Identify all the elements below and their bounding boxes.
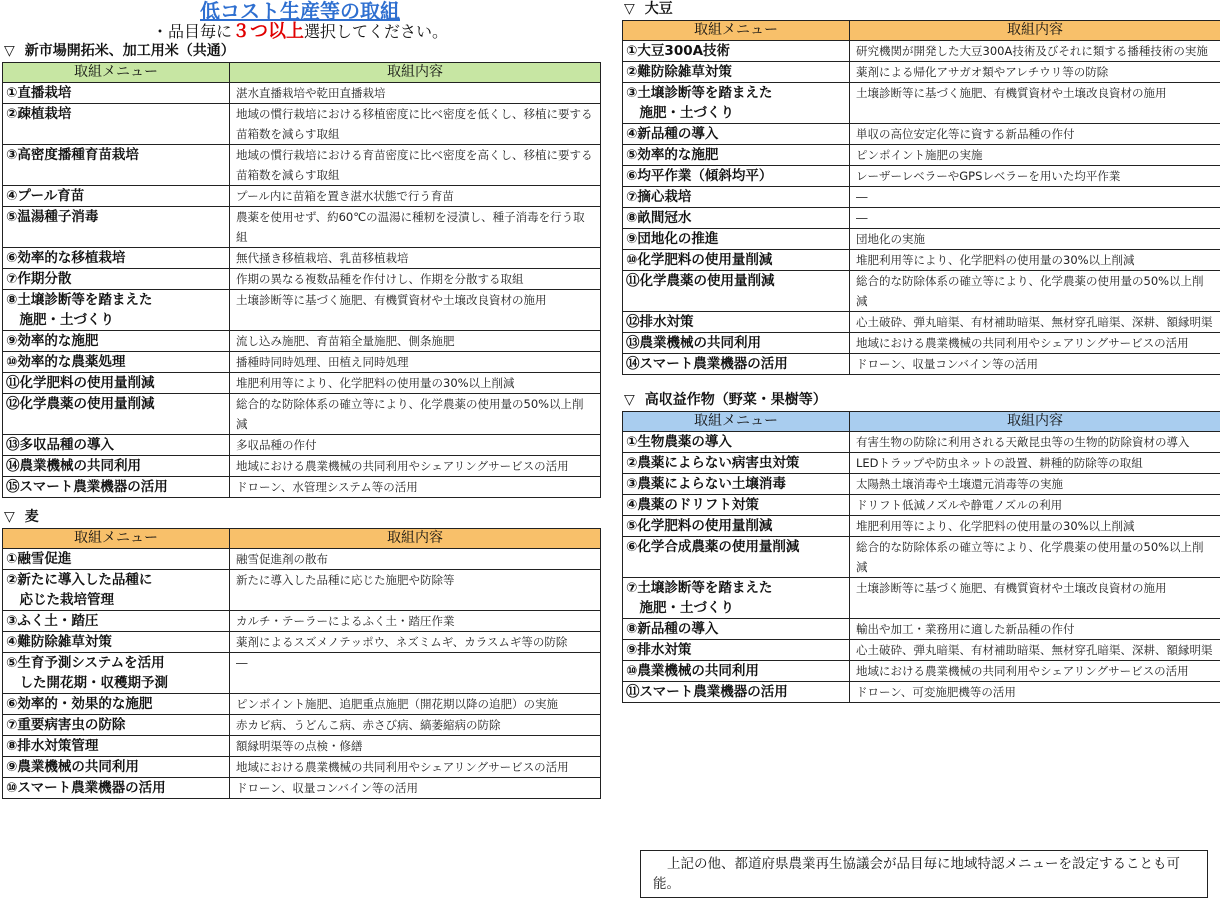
table-row [623, 312, 1220, 333]
menu-header: 取組メニュー [623, 412, 850, 432]
menu-cell: ⑧土壌診断等を踏まえた 施肥・土づくり [3, 290, 230, 331]
table-row [623, 537, 1220, 578]
table-row [623, 41, 1220, 62]
menu-cell: ⑦摘心栽培 [623, 187, 850, 208]
content-cell: 土壌診断等に基づく施肥、有機質資材や土壌改良資材の施用 [850, 578, 1220, 619]
table-row [623, 640, 1220, 661]
section-title-wheat [2, 508, 598, 528]
table-row [623, 354, 1220, 375]
menu-cell: ②疎植栽培 [3, 104, 230, 145]
menu-cell: ⑥均平作業（傾斜均平） [623, 166, 850, 187]
table-row [3, 269, 601, 290]
menu-cell: ⑤生育予測システムを活用 した開花期・収穫期予測 [3, 653, 230, 694]
content-cell: 多収品種の作付 [230, 435, 601, 456]
table-row [623, 516, 1220, 537]
note-text: 上記の他、都道府県農業再生協議会が品目毎に地域特認メニューを設定することも可能。 [653, 856, 1180, 892]
content-header: 取組内容 [850, 412, 1220, 432]
table-header-row [3, 529, 601, 549]
menu-cell: ⑥効率的・効果的な施肥 [3, 694, 230, 715]
table-header-row [623, 21, 1220, 41]
table-row [3, 653, 601, 694]
section-title-text: 新市場開拓米、加工用米（共通） [24, 43, 235, 59]
table-row [623, 495, 1220, 516]
menu-cell: ①融雪促進 [3, 549, 230, 570]
table-row [3, 570, 601, 611]
content-cell: ドローン、収量コンバイン等の活用 [230, 778, 601, 799]
content-cell: 土壌診断等に基づく施肥、有機質資材や土壌改良資材の施用 [230, 290, 601, 331]
menu-cell: ⑨効率的な施肥 [3, 331, 230, 352]
content-header: 取組内容 [850, 21, 1220, 41]
content-header: 取組内容 [230, 63, 601, 83]
content-cell: 団地化の実施 [850, 229, 1220, 250]
instruction-suffix: 選択してください。 [304, 22, 449, 41]
triangle-icon: ▽ [4, 509, 15, 525]
menu-cell: ⑧畝間冠水 [623, 208, 850, 229]
table-row [623, 124, 1220, 145]
menu-cell: ③農薬によらない土壌消毒 [623, 474, 850, 495]
menu-cell: ⑨団地化の推進 [623, 229, 850, 250]
menu-cell: ③高密度播種育苗栽培 [3, 145, 230, 186]
menu-cell: ⑮スマート農業機器の活用 [3, 477, 230, 498]
table-row [3, 632, 601, 653]
section-title-soy [622, 0, 1218, 20]
menu-cell: ⑫化学農薬の使用量削減 [3, 394, 230, 435]
menu-cell: ④農薬のドリフト対策 [623, 495, 850, 516]
menu-cell: ⑭スマート農業機器の活用 [623, 354, 850, 375]
triangle-icon: ▽ [624, 1, 635, 17]
table-row [3, 207, 601, 248]
menu-header: 取組メニュー [623, 21, 850, 41]
table-row [623, 208, 1220, 229]
content-cell: 単収の高位安定化等に資する新品種の作付 [850, 124, 1220, 145]
table-row [623, 271, 1220, 312]
menu-cell: ⑧新品種の導入 [623, 619, 850, 640]
table-row [3, 186, 601, 207]
menu-cell: ②新たに導入した品種に 応じた栽培管理 [3, 570, 230, 611]
menu-cell: ⑫排水対策 [623, 312, 850, 333]
content-cell: ― [850, 187, 1220, 208]
table-row [623, 432, 1220, 453]
table-row [3, 104, 601, 145]
content-cell: 総合的な防除体系の確立等により、化学農薬の使用量の50%以上削減 [230, 394, 601, 435]
section-title-text: 麦 [24, 509, 39, 525]
triangle-icon: ▽ [624, 392, 635, 408]
menu-header: 取組メニュー [3, 529, 230, 549]
menu-cell: ①大豆300A技術 [623, 41, 850, 62]
table-row [623, 83, 1220, 124]
menu-cell: ⑩農業機械の共同利用 [623, 661, 850, 682]
table-row [3, 757, 601, 778]
table-row [3, 331, 601, 352]
menu-cell: ②難防除雑草対策 [623, 62, 850, 83]
content-cell: 農薬を使用せず、約60℃の温湯に種籾を浸漬し、種子消毒を行う取組 [230, 207, 601, 248]
content-cell: 薬剤によるスズメノテッポウ、ネズミムギ、カラスムギ等の防除 [230, 632, 601, 653]
content-cell: 土壌診断等に基づく施肥、有機質資材や土壌改良資材の施用 [850, 83, 1220, 124]
menu-cell: ①生物農薬の導入 [623, 432, 850, 453]
section-title-text: 高収益作物（野菜・果樹等） [644, 392, 827, 408]
menu-cell: ④プール育苗 [3, 186, 230, 207]
content-cell: 輸出や加工・業務用に適した新品種の作付 [850, 619, 1220, 640]
menu-cell: ⑬多収品種の導入 [3, 435, 230, 456]
horti-table [622, 411, 1220, 703]
content-cell: 総合的な防除体系の確立等により、化学農薬の使用量の50%以上削減 [850, 271, 1220, 312]
table-row [623, 333, 1220, 354]
menu-cell: ⑤化学肥料の使用量削減 [623, 516, 850, 537]
table-row [623, 453, 1220, 474]
menu-cell: ⑧排水対策管理 [3, 736, 230, 757]
menu-cell: ⑬農業機械の共同利用 [623, 333, 850, 354]
table-row [623, 250, 1220, 271]
content-cell: LEDトラップや防虫ネットの設置、耕種的防除等の取組 [850, 453, 1220, 474]
content-cell: 地域の慣行栽培における移植密度に比べ密度を低くし、移植に要する苗箱数を減らす取組 [230, 104, 601, 145]
table-row [3, 248, 601, 269]
menu-cell: ⑤温湯種子消毒 [3, 207, 230, 248]
menu-cell: ⑦作期分散 [3, 269, 230, 290]
table-row [3, 145, 601, 186]
content-cell: カルチ・テーラーによるふく土・踏圧作業 [230, 611, 601, 632]
content-cell: 研究機関が開発した大豆300A技術及びそれに類する播種技術の実施 [850, 41, 1220, 62]
table-row [623, 187, 1220, 208]
table-row [3, 352, 601, 373]
content-cell: 新たに導入した品種に応じた施肥や防除等 [230, 570, 601, 611]
content-cell: プール内に苗箱を置き湛水状態で行う育苗 [230, 186, 601, 207]
menu-cell: ⑥化学合成農薬の使用量削減 [623, 537, 850, 578]
content-cell: 作期の異なる複数品種を作付けし、作期を分散する取組 [230, 269, 601, 290]
content-cell: 地域における農業機械の共同利用やシェアリングサービスの活用 [850, 661, 1220, 682]
content-header: 取組内容 [230, 529, 601, 549]
content-cell: レーザーレベラーやGPSレベラーを用いた均平作業 [850, 166, 1220, 187]
section-title-rice [2, 42, 598, 62]
menu-cell: ③ふく土・踏圧 [3, 611, 230, 632]
content-cell: 地域の慣行栽培における育苗密度に比べ密度を高くし、移植に要する苗箱数を減らす取組 [230, 145, 601, 186]
table-row [623, 145, 1220, 166]
content-cell: ― [230, 653, 601, 694]
content-cell: 地域における農業機械の共同利用やシェアリングサービスの活用 [850, 333, 1220, 354]
content-cell: 有害生物の防除に利用される天敵昆虫等の生物的防除資材の導入 [850, 432, 1220, 453]
wheat-table [2, 528, 601, 799]
table-row [3, 549, 601, 570]
menu-cell: ⑨排水対策 [623, 640, 850, 661]
instruction-prefix: ・品目毎に [151, 22, 232, 41]
table-row [3, 477, 601, 498]
content-cell: 堆肥利用等により、化学肥料の使用量の30%以上削減 [850, 250, 1220, 271]
table-row [623, 474, 1220, 495]
content-cell: ドリフト低減ノズルや静電ノズルの利用 [850, 495, 1220, 516]
menu-cell: ⑭農業機械の共同利用 [3, 456, 230, 477]
menu-cell: ⑩スマート農業機器の活用 [3, 778, 230, 799]
table-row [623, 619, 1220, 640]
content-cell: 流し込み施肥、育苗箱全量施肥、側条施肥 [230, 331, 601, 352]
table-row [623, 62, 1220, 83]
menu-cell: ⑨農業機械の共同利用 [3, 757, 230, 778]
content-cell: ドローン、収量コンバイン等の活用 [850, 354, 1220, 375]
content-cell: 太陽熱土壌消毒や土壌還元消毒等の実施 [850, 474, 1220, 495]
menu-cell: ④新品種の導入 [623, 124, 850, 145]
content-cell: 播種時同時処理、田植え同時処理 [230, 352, 601, 373]
menu-cell: ④難防除雑草対策 [3, 632, 230, 653]
menu-cell: ⑦土壌診断等を踏まえた 施肥・土づくり [623, 578, 850, 619]
content-cell: 心土破砕、弾丸暗渠、有材補助暗渠、無材穿孔暗渠、深耕、額縁明渠 [850, 640, 1220, 661]
section-title-text: 大豆 [644, 1, 673, 17]
content-cell: ドローン、水管理システム等の活用 [230, 477, 601, 498]
content-cell: 堆肥利用等により、化学肥料の使用量の30%以上削減 [850, 516, 1220, 537]
content-cell: 赤カビ病、うどんこ病、赤さび病、縞萎縮病の防除 [230, 715, 601, 736]
content-cell: ドローン、可変施肥機等の活用 [850, 682, 1220, 703]
content-cell: 総合的な防除体系の確立等により、化学農薬の使用量の50%以上削減 [850, 537, 1220, 578]
menu-cell: ⑦重要病害虫の防除 [3, 715, 230, 736]
table-row [623, 229, 1220, 250]
table-header-row [623, 412, 1220, 432]
content-cell: ピンポイント施肥の実施 [850, 145, 1220, 166]
content-cell: 心土破砕、弾丸暗渠、有材補助暗渠、無材穿孔暗渠、深耕、額縁明渠 [850, 312, 1220, 333]
triangle-icon: ▽ [4, 43, 15, 59]
menu-cell: ⑩効率的な農薬処理 [3, 352, 230, 373]
table-header-row [3, 63, 601, 83]
content-cell: ピンポイント施肥、追肥重点施肥（開花期以降の追肥）の実施 [230, 694, 601, 715]
menu-cell: ⑤効率的な施肥 [623, 145, 850, 166]
table-row [3, 394, 601, 435]
menu-cell: ③土壌診断等を踏まえた 施肥・土づくり [623, 83, 850, 124]
table-row [623, 682, 1220, 703]
table-row [3, 736, 601, 757]
menu-cell: ⑪スマート農業機器の活用 [623, 682, 850, 703]
section-title-horti [622, 391, 1218, 411]
table-row [3, 456, 601, 477]
menu-cell: ⑩化学肥料の使用量削減 [623, 250, 850, 271]
table-row [3, 435, 601, 456]
table-row [623, 661, 1220, 682]
soy-table [622, 20, 1220, 375]
right-column [622, 0, 1218, 703]
content-cell: 額縁明渠等の点検・修繕 [230, 736, 601, 757]
menu-cell: ⑪化学農薬の使用量削減 [623, 271, 850, 312]
content-cell: ― [850, 208, 1220, 229]
instruction [2, 22, 598, 42]
menu-cell: ②農薬によらない病害虫対策 [623, 453, 850, 474]
page-title: 低コスト生産等の取組 [200, 0, 400, 23]
table-row [3, 290, 601, 331]
rice-table [2, 62, 601, 498]
content-cell: 堆肥利用等により、化学肥料の使用量の30%以上削減 [230, 373, 601, 394]
left-column [2, 0, 598, 799]
content-cell: 無代掻き移植栽培、乳苗移植栽培 [230, 248, 601, 269]
table-row [3, 373, 601, 394]
content-cell: 地域における農業機械の共同利用やシェアリングサービスの活用 [230, 757, 601, 778]
content-cell: 湛水直播栽培や乾田直播栽培 [230, 83, 601, 104]
menu-cell: ⑪化学肥料の使用量削減 [3, 373, 230, 394]
table-row [3, 778, 601, 799]
menu-cell: ⑥効率的な移植栽培 [3, 248, 230, 269]
menu-header: 取組メニュー [3, 63, 230, 83]
table-row [623, 166, 1220, 187]
table-row [3, 694, 601, 715]
instruction-highlight: ３つ以上 [232, 21, 304, 42]
menu-cell: ①直播栽培 [3, 83, 230, 104]
note-box [640, 850, 1208, 898]
content-cell: 薬剤による帰化アサガオ類やアレチウリ等の防除 [850, 62, 1220, 83]
table-row [623, 578, 1220, 619]
content-cell: 融雪促進剤の散布 [230, 549, 601, 570]
table-row [3, 83, 601, 104]
content-cell: 地域における農業機械の共同利用やシェアリングサービスの活用 [230, 456, 601, 477]
table-row [3, 611, 601, 632]
table-row [3, 715, 601, 736]
